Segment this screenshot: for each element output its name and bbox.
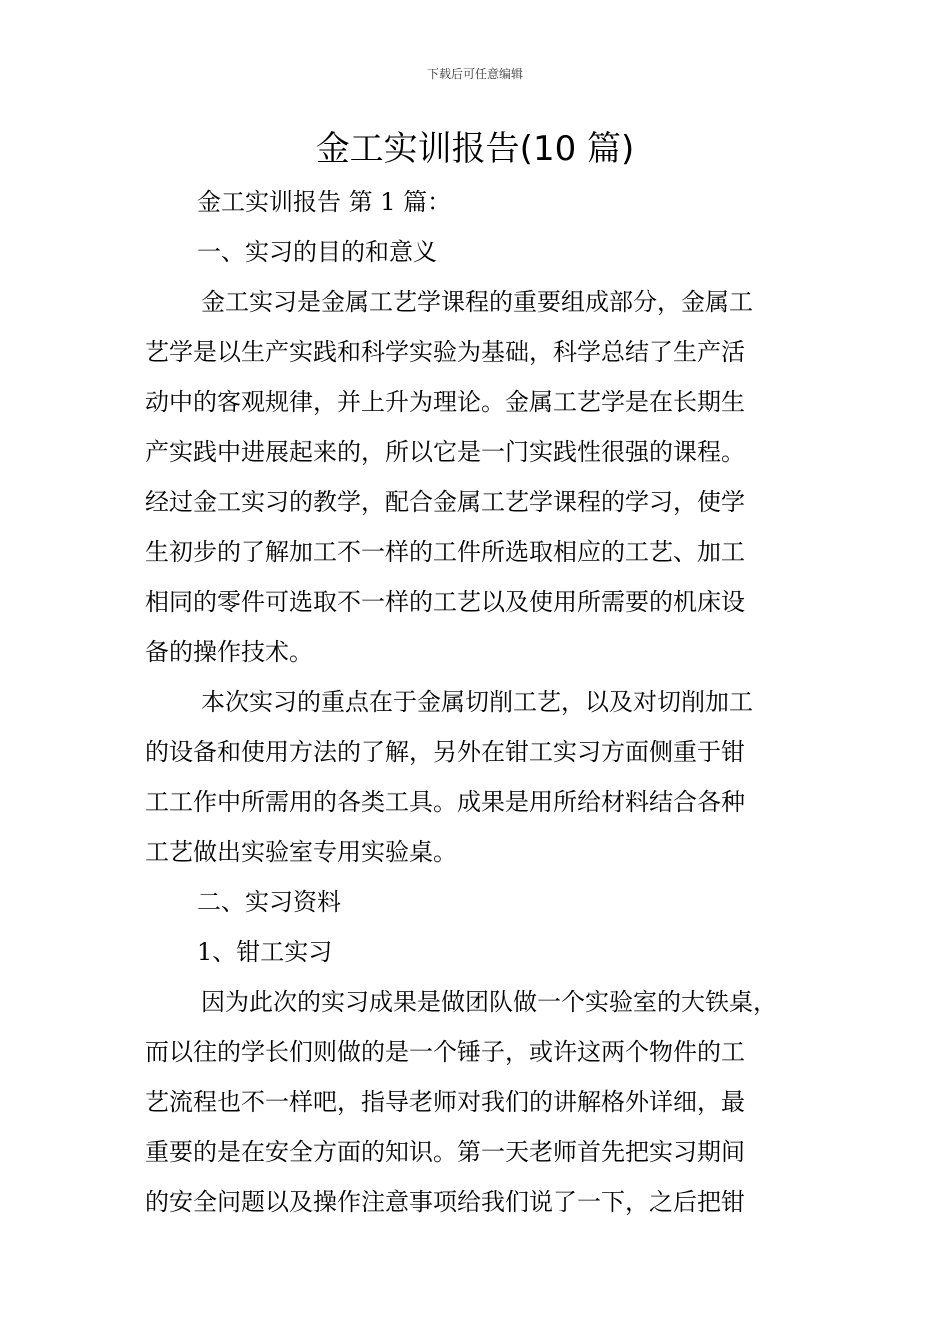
paragraph-line: 艺流程也不一样吧，指导老师对我们的讲解格外详细，最: [145, 1088, 745, 1116]
paragraph-line: 工工作中所需用的各类工具。成果是用所给材料结合各种: [145, 788, 745, 816]
paragraph-line: 本次实习的重点在于金属切削工艺，以及对切削加工: [201, 688, 753, 716]
paragraph-line: 工艺做出实验室专用实验桌。: [145, 838, 457, 866]
paragraph-line: 产实践中进展起来的，所以它是一门实践性很强的课程。: [145, 438, 745, 466]
header-note: 下载后可任意编辑: [426, 67, 523, 81]
paragraph-line: 相同的零件可选取不一样的工艺以及使用所需要的机床设: [145, 588, 745, 616]
paragraph-line: 动中的客观规律，并上升为理论。金属工艺学是在长期生: [145, 388, 745, 416]
paragraph-line: 的设备和使用方法的了解，另外在钳工实习方面侧重于钳: [145, 738, 745, 766]
paragraph-line: 备的操作技术。: [145, 638, 313, 666]
paragraph-line: 而以往的学长们则做的是一个锤子，或许这两个物件的工: [145, 1038, 745, 1066]
section-heading: 金工实训报告 第 1 篇：: [197, 188, 452, 216]
section-heading: 二、实习资料: [197, 888, 341, 916]
paragraph-line: 因为此次的实习成果是做团队做一个实验室的大铁桌，: [201, 988, 777, 1016]
paragraph-line: 重要的是在安全方面的知识。第一天老师首先把实习期间: [145, 1138, 745, 1166]
document-body: [145, 177, 807, 1227]
document-title: 金工实训报告(10 篇): [315, 129, 635, 169]
subsection-heading: 1、钳工实习: [197, 938, 333, 966]
paragraph-line: 金工实习是金属工艺学课程的重要组成部分，金属工: [201, 288, 753, 316]
paragraph-line: 的安全问题以及操作注意事项给我们说了一下，之后把钳: [145, 1188, 745, 1216]
paragraph-line: 艺学是以生产实践和科学实验为基础，科学总结了生产活: [145, 338, 745, 366]
paragraph-line: 经过金工实习的教学，配合金属工艺学课程的学习，使学: [145, 488, 745, 516]
paragraph-line: 生初步的了解加工不一样的工件所选取相应的工艺、加工: [145, 538, 745, 566]
section-heading: 一、实习的目的和意义: [197, 238, 437, 266]
